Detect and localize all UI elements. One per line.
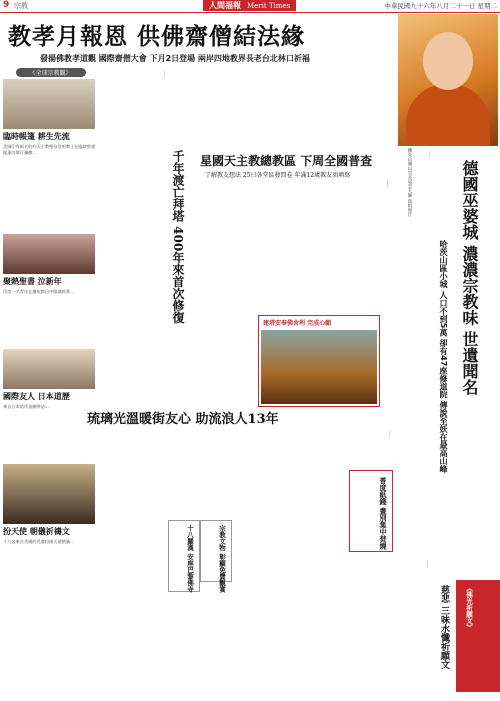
masthead <box>203 0 296 11</box>
lead-photo-face <box>423 32 473 90</box>
left-item-1-text: 美國印有兩名的約天主教聖母堂的教士在臨時搭建帳篷內舉行彌撒… <box>3 144 96 156</box>
left-item-4-text: 十九名來自美國的兒童扮演天使朝儀… <box>3 539 75 544</box>
lead-subhead: 發揚佛教孝道觀 國際齋僧大會 下月2日登場 兩岸四地教界長老台北林口祈福 <box>40 54 310 63</box>
center-photo <box>261 330 377 404</box>
right-body-text: …… <box>427 150 432 159</box>
section-label: 宗教 <box>14 2 28 10</box>
lead-photo-caption: 佛光山開山宗長星雲大師 資料照片 <box>407 148 412 217</box>
right-vertical-subhead: 哈茨山區小城 人口不到5萬 卻有47座修道院 傳說至妖在最高山峰 <box>439 240 448 474</box>
center-subhead: 了解教友想法 25日各堂區發問卷 年滿12歲教友須填寫 <box>205 172 351 179</box>
left-photo-3 <box>3 349 95 389</box>
column-tag: 《佛光祈願文》 <box>465 585 473 631</box>
small-box-3-title: 十八羅漢 安座巴黎佛寺 <box>186 525 194 593</box>
column-title: 慈悲 三味水懺祈願文 <box>439 585 449 670</box>
left-column <box>3 66 98 678</box>
small-box-1 <box>349 470 393 552</box>
center-photo-box <box>258 315 380 407</box>
page-number: 9 <box>3 0 10 10</box>
center-body-text: …… <box>385 180 390 189</box>
small-box-1-title: 普度紙錢 畫別集中焚燒 <box>379 477 388 550</box>
left-item-2-text: 印度一名青年在慶祝節日中閱讀經書… <box>3 289 75 294</box>
left-photo-4 <box>3 464 95 524</box>
center-photo-caption: 建塔安奉佛舍利 完成心願 <box>263 320 332 327</box>
left-item-3-title: 國際友人 日本道歷 <box>3 392 70 401</box>
issue-date: 中華民國九十六年八月二十一日 星期二 <box>384 2 497 10</box>
bottom-headline: 琉璃光溫暖街友心 助流浪人13年 <box>87 412 279 427</box>
left-item-3-text: 來自日本的代表團參訪… <box>3 404 50 409</box>
column-body-text: …… <box>425 560 430 569</box>
column-tag-box <box>456 580 500 692</box>
right-vertical-headline: 德國巫婆城 濃濃宗教味 世遺聞名 <box>460 160 479 396</box>
center-headline: 星國天主教總教區 下周全國普查 <box>200 154 373 168</box>
middle-vertical-headline: 千年渡亡拜塔 400年來首次修復 <box>171 150 185 324</box>
masthead-cn: 人間福報 <box>209 1 241 10</box>
lead-photo <box>398 14 498 146</box>
left-item-4-title: 扮天使 朝儀祈禱文 <box>3 527 70 536</box>
middle-body-text: …… <box>162 70 167 79</box>
left-photo-1 <box>3 79 95 129</box>
bottom-body-text: …… <box>387 430 392 439</box>
lead-photo-robe <box>406 84 490 146</box>
left-item-2-title: 聚熱聖書 泣新年 <box>3 277 62 286</box>
lead-headline: 教孝月報恩 供佛齋僧結法緣 <box>8 23 306 50</box>
left-item-1-title: 臨時帳篷 耕生先流 <box>3 132 70 141</box>
left-photo-2 <box>3 234 95 274</box>
masthead-en: Merit Times <box>247 1 291 10</box>
left-column-tag: 《全球宗教觀》 <box>16 68 86 77</box>
top-bar <box>0 0 500 13</box>
small-box-2-title: 宗教文物 彰顯免費觀賞 <box>218 525 226 593</box>
